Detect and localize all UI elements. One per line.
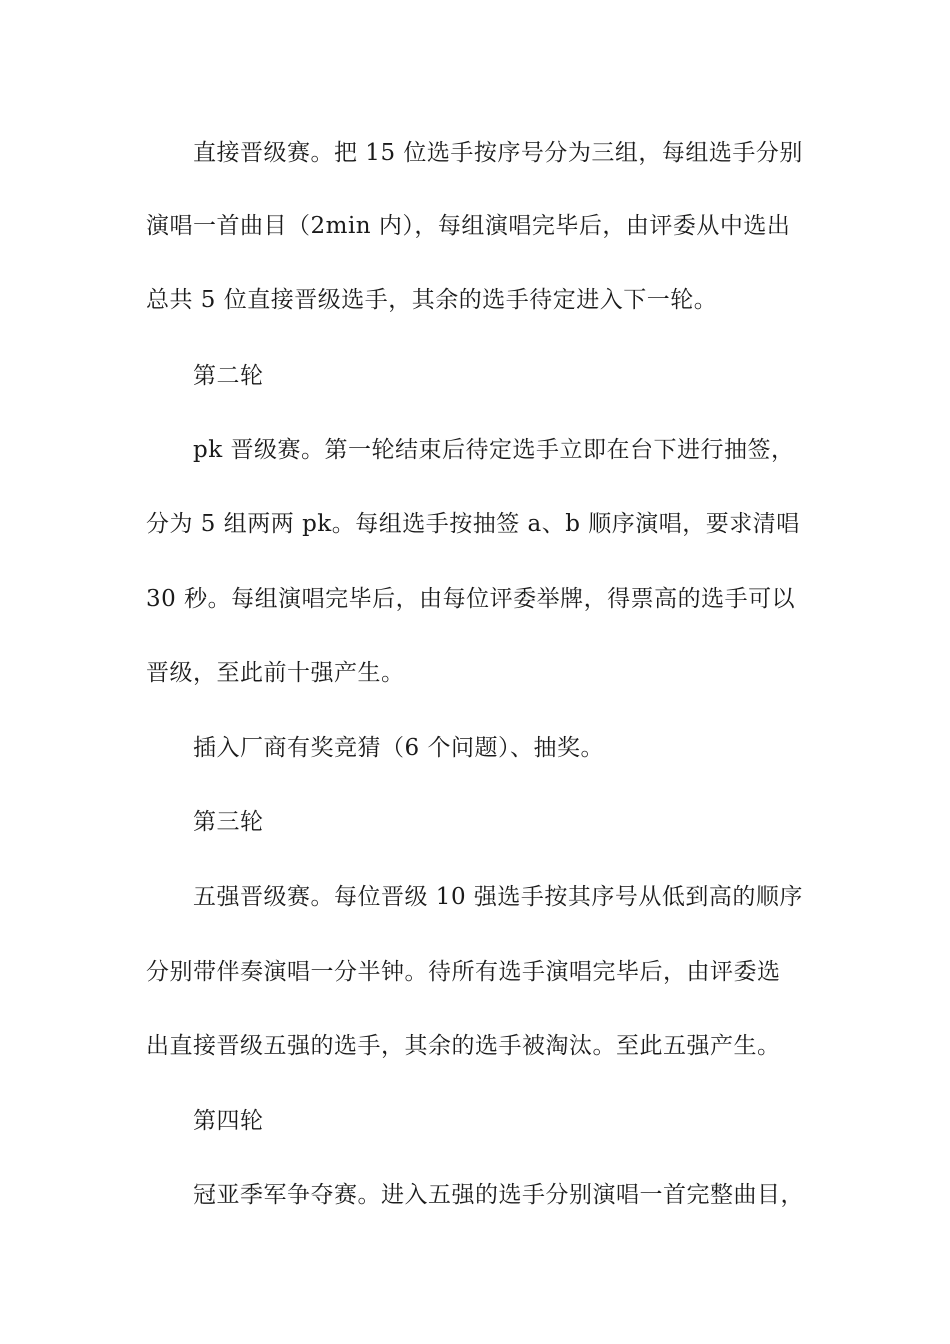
paragraph-line: 晋级，至此前十强产生。 — [146, 660, 405, 686]
paragraph-line: 五强晋级赛。每位晋级 10 强选手按其序号从低到高的顺序 — [193, 884, 803, 910]
paragraph-line: 冠亚季军争夺赛。进入五强的选手分别演唱一首完整曲目， — [193, 1182, 804, 1208]
paragraph-line: 30 秒。每组演唱完毕后，由每位评委举牌，得票高的选手可以 — [146, 586, 796, 612]
paragraph-line: 总共 5 位直接晋级选手，其余的选手待定进入下一轮。 — [146, 287, 718, 313]
paragraph-line: 出直接晋级五强的选手，其余的选手被淘汰。至此五强产生。 — [146, 1033, 781, 1059]
paragraph-line: 插入厂商有奖竞猜（6 个问题）、抽奖。 — [193, 735, 604, 761]
paragraph-line: 直接晋级赛。把 15 位选手按序号分为三组，每组选手分别 — [193, 140, 803, 166]
section-heading: 第三轮 — [193, 809, 264, 835]
paragraph-line: pk 晋级赛。第一轮结束后待定选手立即在台下进行抽签， — [193, 437, 795, 463]
paragraph-line: 分别带伴奏演唱一分半钟。待所有选手演唱完毕后，由评委选 — [146, 959, 781, 985]
paragraph-line: 演唱一首曲目（2min 内），每组演唱完毕后，由评委从中选出 — [146, 213, 791, 239]
paragraph-line: 分为 5 组两两 pk。每组选手按抽签 a、b 顺序演唱，要求清唱 — [146, 511, 800, 537]
section-heading: 第二轮 — [193, 363, 264, 389]
section-heading: 第四轮 — [193, 1108, 264, 1134]
